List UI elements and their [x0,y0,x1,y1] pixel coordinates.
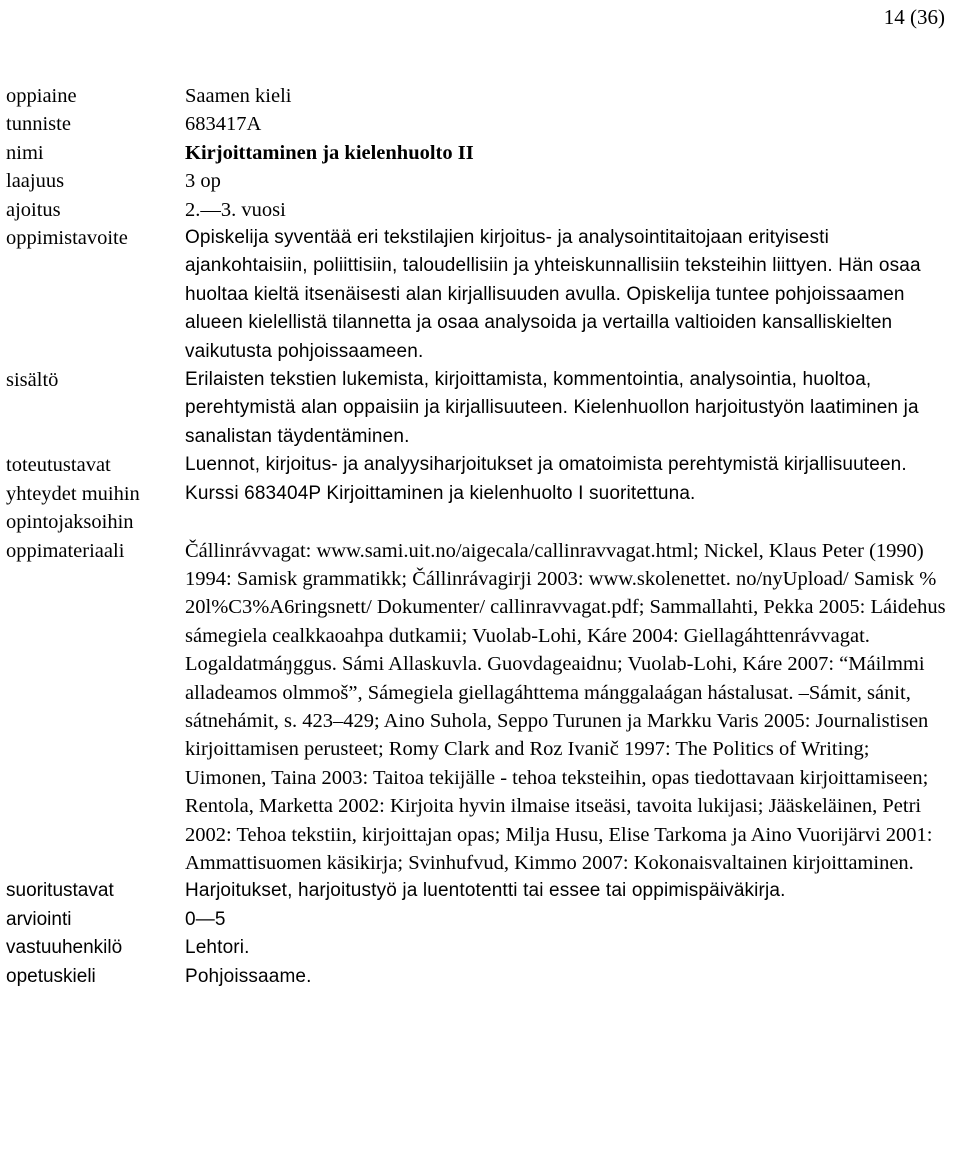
field-label: laajuus [6,170,65,193]
field-label: tunniste [6,113,71,136]
field-row-oppiaine [6,82,952,110]
field-row-sisalto [6,366,952,451]
field-row-yhteydet [6,480,952,537]
field-row-arviointi [6,906,952,934]
field-label: yhteydet muihin opintojaksoihin [6,482,140,534]
field-label: oppiaine [6,85,77,107]
field-row-nimi [6,139,952,167]
field-row-vastuuhenkilo [6,934,952,962]
field-value: Kurssi 683404P Kirjoittaminen ja kielenhuolto I suoritettuna. [185,482,696,504]
field-value: Pohjoissaame. [185,965,312,987]
field-label: toteutustavat [6,454,111,477]
field-value: Erilaisten tekstien lukemista, kirjoittamista, kommentointia, analysointia, huoltoa, perehtymistä alan oppaisiin ja kirjallisuuteen. Kielenhuollon harjoitustyön laatiminen ja sanalistan täydentäminen. [185,369,919,447]
field-value: 3 op [185,170,221,193]
field-row-ajoitus [6,196,952,224]
field-label: suoritustavat [6,880,114,902]
field-row-opetuskieli [6,963,952,991]
field-row-tunniste [6,110,952,138]
field-label: oppimateriaali [6,539,125,562]
field-value: 0—5 [185,908,226,930]
field-label: vastuuhenkilö [6,937,123,959]
field-value: 2.—3. vuosi [185,198,286,221]
course-name: Kirjoittaminen ja kielenhuolto II [185,141,474,164]
field-row-toteutustavat [6,451,952,479]
field-label: ajoitus [6,198,61,221]
field-label: opetuskieli [6,965,96,987]
field-row-laajuus [6,167,952,195]
field-value: Harjoitukset, harjoitustyö ja luentotentti tai essee tai oppimispäiväkirja. [185,880,786,902]
field-value: Saamen kieli [185,85,292,107]
field-label: sisältö [6,369,59,392]
field-row-oppimateriaali [6,537,952,878]
field-value: Luennot, kirjoitus- ja analyysiharjoitukset ja omatoimista perehtymistä kirjallisuuteen. [185,454,907,476]
field-label: oppimistavoite [6,227,128,250]
field-row-suoritustavat [6,877,952,905]
field-row-oppimistavoite [6,224,952,366]
field-value: Opiskelija syventää eri tekstilajien kirjoitus- ja analysointitaitojaan erityisesti ajankohtaisiin, poliittisiin, taloudellisiin ja yhteiskunnallisiin teksteihin liittyen. Hän osaa huoltaa kieltä itsenäisesti alan kirjallisuuden avulla. Opiskelija tuntee pohjoissaamen alueen kielellistä tilannetta ja osaa analysoida ja vertailla valtioiden kansalliskielten vaikutusta pohjoissaameen. [185,227,921,362]
page-number: 14 (36) [883,5,945,29]
field-value: Lehtori. [185,937,250,959]
field-value: Čállinrávvagat: www.sami.uit.no/aigecala/callinravvagat.html; Nickel, Klaus Peter (1990) 1994: Samisk grammatikk; Čállinrávagirji 2003: www.skolenettet. no/nyUpload/ Samisk % 20l%C3%A6ringsnett/ Dokumenter/ callinravvagat.pdf; Sammallahti, Pekka 2005: Láidehus sámegiela cealkkaoahpa dutkamii; Vuolab-Lohi, Káre 2004: Giellagáhttenrávvagat. Logaldatmáŋggus. Sámi Allaskuvla. Guovdageaidnu; Vuolab-Lohi, Káre 2007: “Máilmmi alladeamos olmmoš”, Sámegiela giellagáhttema mánggalaágan hástalusat. –Sámit, sánit, sátnehámit, s. 423–429; Aino Suhola, Seppo Turunen ja Markku Varis 2005: Journalistisen kirjoittamisen perusteet; Romy Clark and Roz Ivanič 1997: The Politics of Writing; Uimonen, Taina 2003: Taitoa tekijälle - tehoa teksteihin, opas tiedottavaan kirjoittamiseen; Rentola, Marketta 2002: Kirjoita hyvin ilmaise itseäsi, tavoita lukijasi; Jääskeläinen, Petri 2002: Tehoa tekstiin, kirjoittajan opas; Milja Husu, Elise Tarkoma ja Aino Vuorijärvi 2001: Ammattisuomen käsikirja; Svinhufvud, Kimmo 2007: Kokonaisvaltainen kirjoittaminen. [185,539,946,874]
course-description-table [6,82,952,991]
field-label: arviointi [6,908,72,930]
field-label: nimi [6,141,44,164]
field-value: 683417A [185,113,262,136]
